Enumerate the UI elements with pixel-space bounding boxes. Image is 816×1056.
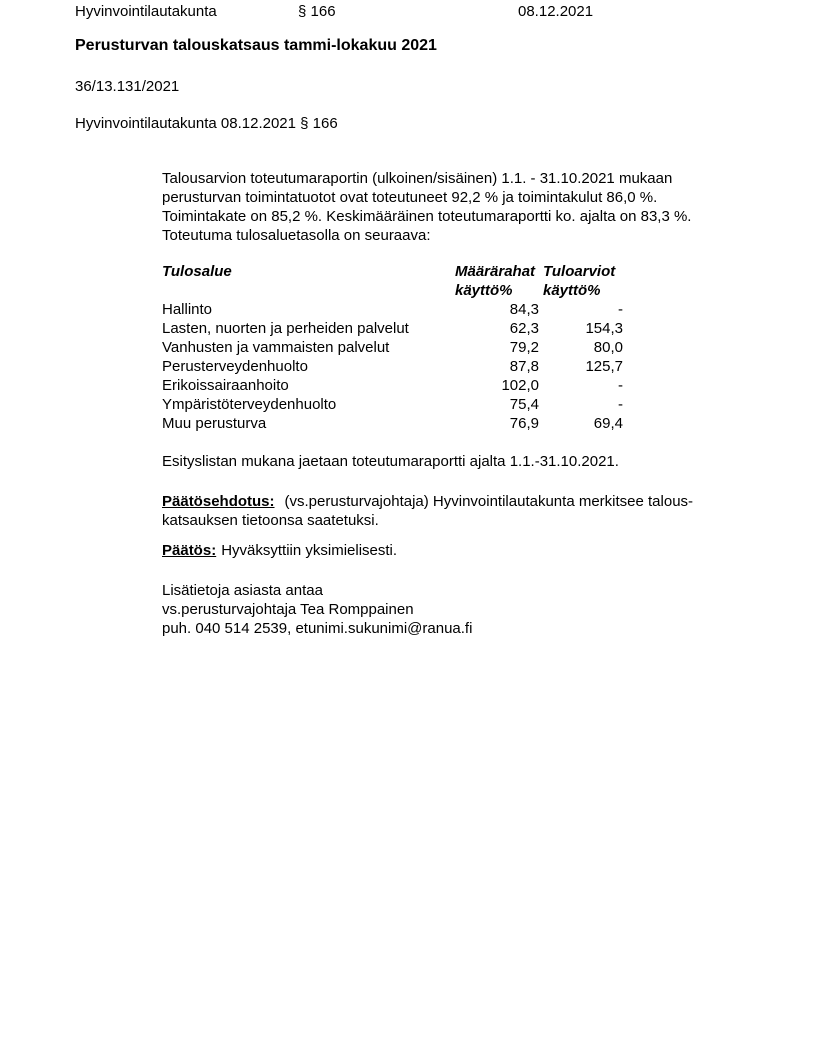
header-tuloarviot: Tuloarviot <box>543 263 616 280</box>
header-maararahat-kaytto: käyttö% <box>455 282 513 299</box>
decision-text: Hyväksyttiin yksimielisesti. <box>221 542 398 559</box>
row-maararahat: 75,4 <box>509 396 539 413</box>
intro-line-2: perusturvan toimintatuotot ovat toteutuneet 92,2 % ja toimintakulut 86,0 %. <box>162 189 658 206</box>
table-row <box>162 319 632 338</box>
table-row <box>162 300 632 319</box>
intro-line-4: Toteutuma tulosaluetasolla on seuraava: <box>162 227 431 244</box>
row-tuloarviot: - <box>618 301 623 318</box>
row-tuloarviot: 80,0 <box>593 339 623 356</box>
page-title: Perusturvan talouskatsaus tammi-lokakuu 2021 <box>75 37 437 54</box>
header-maararahat: Määrärahat <box>455 263 536 280</box>
results-table <box>162 262 632 433</box>
row-tulosalue: Muu perusturva <box>162 415 267 432</box>
row-tulosalue: Vanhusten ja vammaisten palvelut <box>162 339 390 356</box>
proposal-text-line-2: katsauksen tietoonsa saatetuksi. <box>162 512 379 529</box>
attachment-note: Esityslistan mukana jaetaan toteutumaraportti ajalta 1.1.-31.10.2021. <box>162 453 619 470</box>
results-table-header <box>162 262 632 300</box>
intro-line-3: Toimintakate on 85,2 %. Keskimääräinen toteutumaraportti ko. ajalta on 83,3 %. <box>162 208 692 225</box>
header-spacer <box>162 281 455 300</box>
row-tulosalue: Hallinto <box>162 301 213 318</box>
row-maararahat: 62,3 <box>509 320 539 337</box>
header-tulosalue: Tulosalue <box>162 263 232 280</box>
row-tulosalue: Erikoissairaanhoito <box>162 377 289 394</box>
proposal-line-1 <box>162 492 772 511</box>
row-maararahat: 87,8 <box>509 358 539 375</box>
header-tuloarviot-kaytto: käyttö% <box>543 282 601 299</box>
row-tuloarviot: 69,4 <box>593 415 623 432</box>
decision-proposal-paragraph <box>162 492 772 530</box>
row-maararahat: 102,0 <box>501 377 539 394</box>
header-section-number: § 166 <box>298 3 336 20</box>
decision-label: Päätös: <box>162 542 217 559</box>
intro-line-1: Talousarvion toteutumaraportin (ulkoinen/sisäinen) 1.1. - 31.10.2021 mukaan <box>162 170 673 187</box>
table-row <box>162 338 632 357</box>
row-tuloarviot: - <box>618 377 623 394</box>
document-header <box>75 2 735 21</box>
intro-paragraph <box>162 169 722 245</box>
meeting-reference-line: Hyvinvointilautakunta 08.12.2021 § 166 <box>75 115 338 132</box>
decision-paragraph <box>162 541 772 560</box>
header-date: 08.12.2021 <box>518 3 594 20</box>
header-committee: Hyvinvointilautakunta <box>75 3 217 20</box>
contact-line-1: Lisätietoja asiasta antaa <box>162 582 323 599</box>
row-tulosalue: Ympäristöterveydenhuolto <box>162 396 337 413</box>
results-table-body <box>162 300 632 433</box>
case-number: 36/13.131/2021 <box>75 78 180 95</box>
row-tuloarviot: - <box>618 396 623 413</box>
row-tuloarviot: 125,7 <box>585 358 623 375</box>
row-maararahat: 76,9 <box>509 415 539 432</box>
contact-info <box>162 581 762 638</box>
table-row <box>162 376 632 395</box>
contact-line-3: puh. 040 514 2539, etunimi.sukunimi@ranua.fi <box>162 620 473 637</box>
table-row <box>162 395 632 414</box>
row-tulosalue: Perusterveydenhuolto <box>162 358 308 375</box>
row-tuloarviot: 154,3 <box>585 320 623 337</box>
row-maararahat: 79,2 <box>509 339 539 356</box>
row-tulosalue: Lasten, nuorten ja perheiden palvelut <box>162 320 409 337</box>
row-maararahat: 84,3 <box>509 301 539 318</box>
proposal-label: Päätösehdotus: <box>162 493 275 510</box>
proposal-text-line-1: (vs.perusturvajohtaja) Hyvinvointilautakunta merkitsee talous- <box>284 493 694 510</box>
table-row <box>162 414 632 433</box>
contact-line-2: vs.perusturvajohtaja Tea Romppainen <box>162 601 414 618</box>
table-row <box>162 357 632 376</box>
